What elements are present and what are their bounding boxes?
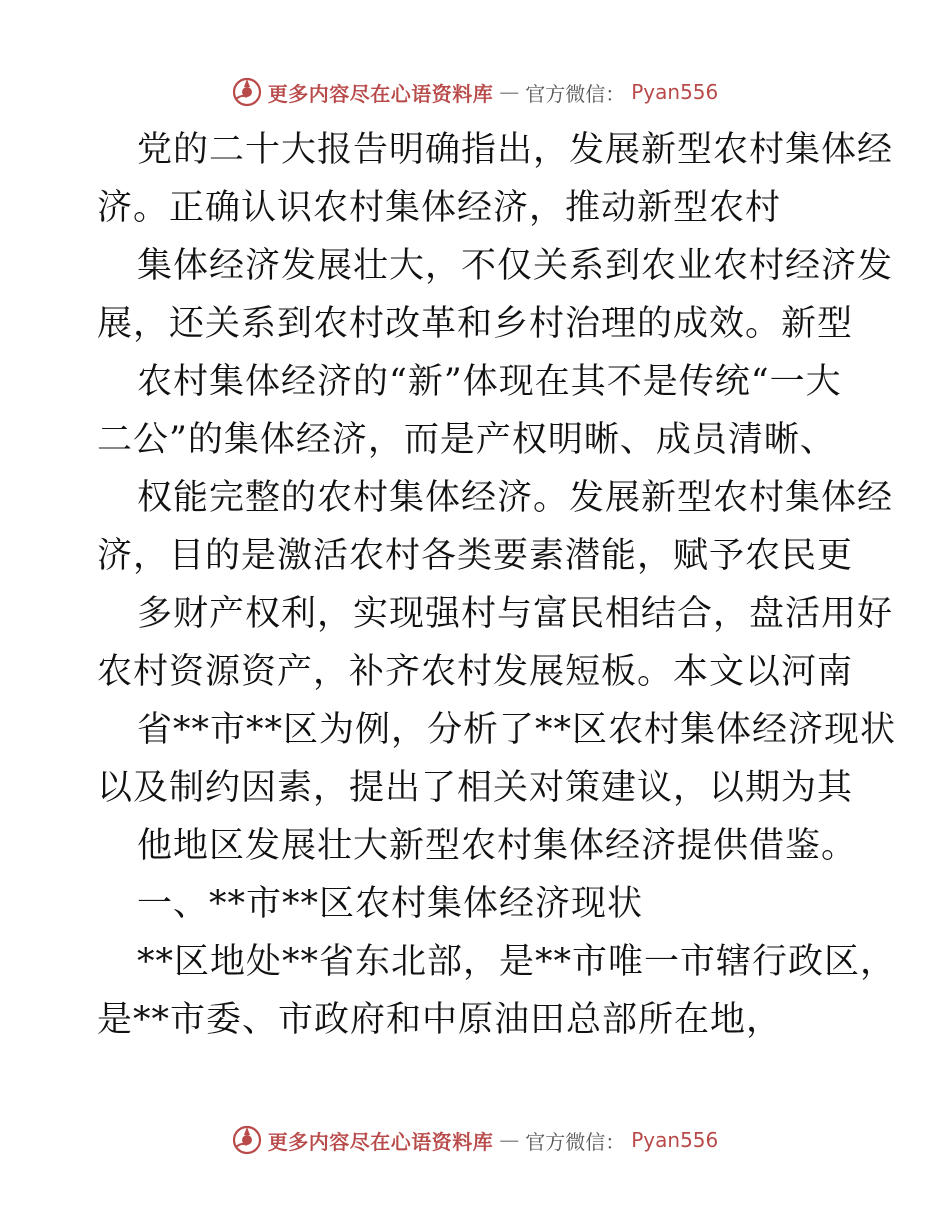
text-line: 他地区发展壮大新型农村集体经济提供借鉴。 (137, 826, 858, 866)
text-line: 以及制约因素，提出了相关对策建议，以期为其 (97, 768, 854, 808)
text-line: 省**市**区为例，分析了**区农村集体经济现状 (137, 710, 897, 750)
text-line: 济，目的是激活农村各类要素潜能，赋予农民更 (97, 536, 854, 576)
watermark-label: 官方微信： (525, 1129, 626, 1154)
watermark-label: 官方微信： (525, 81, 626, 106)
text-line: 集体经济发展壮大，不仅关系到农业农村经济发 (137, 246, 894, 286)
footer-watermark (0, 1120, 950, 1160)
logo-icon (232, 77, 262, 107)
watermark-wechat-id: Pyan556 (631, 80, 719, 104)
text-line: **区地处**省东北部，是**市唯一市辖行政区， (137, 942, 897, 982)
text-line: 是**市委、市政府和中原油田总部所在地， (97, 1000, 783, 1040)
text-line: 农村集体经济的“新”体现在其不是传统“一大 (137, 362, 842, 402)
watermark-wechat-id: Pyan556 (631, 1128, 719, 1152)
watermark-dash: — (499, 80, 520, 104)
text-line: 二公”的集体经济，而是产权明晰、成员清晰、 (97, 420, 836, 460)
header-watermark (0, 72, 950, 112)
text-line: 多财产权利，实现强村与富民相结合，盘活用好 (137, 594, 894, 634)
watermark-brand: 更多内容尽在心语资料库 (267, 81, 494, 106)
text-line: 济。正确认识农村集体经济，推动新型农村 (97, 188, 782, 228)
text-line: 权能完整的农村集体经济。发展新型农村集体经 (137, 478, 894, 518)
text-line: 农村资源资产，补齐农村发展短板。本文以河南 (97, 652, 854, 692)
text-line: 展，还关系到农村改革和乡村治理的成效。新型 (97, 304, 854, 344)
text-line: 党的二十大报告明确指出，发展新型农村集体经 (137, 130, 894, 170)
section-heading: 一、**市**区农村集体经济现状 (137, 884, 644, 924)
logo-icon (232, 1125, 262, 1155)
watermark-dash: — (499, 1128, 520, 1152)
watermark-brand: 更多内容尽在心语资料库 (267, 1129, 494, 1154)
